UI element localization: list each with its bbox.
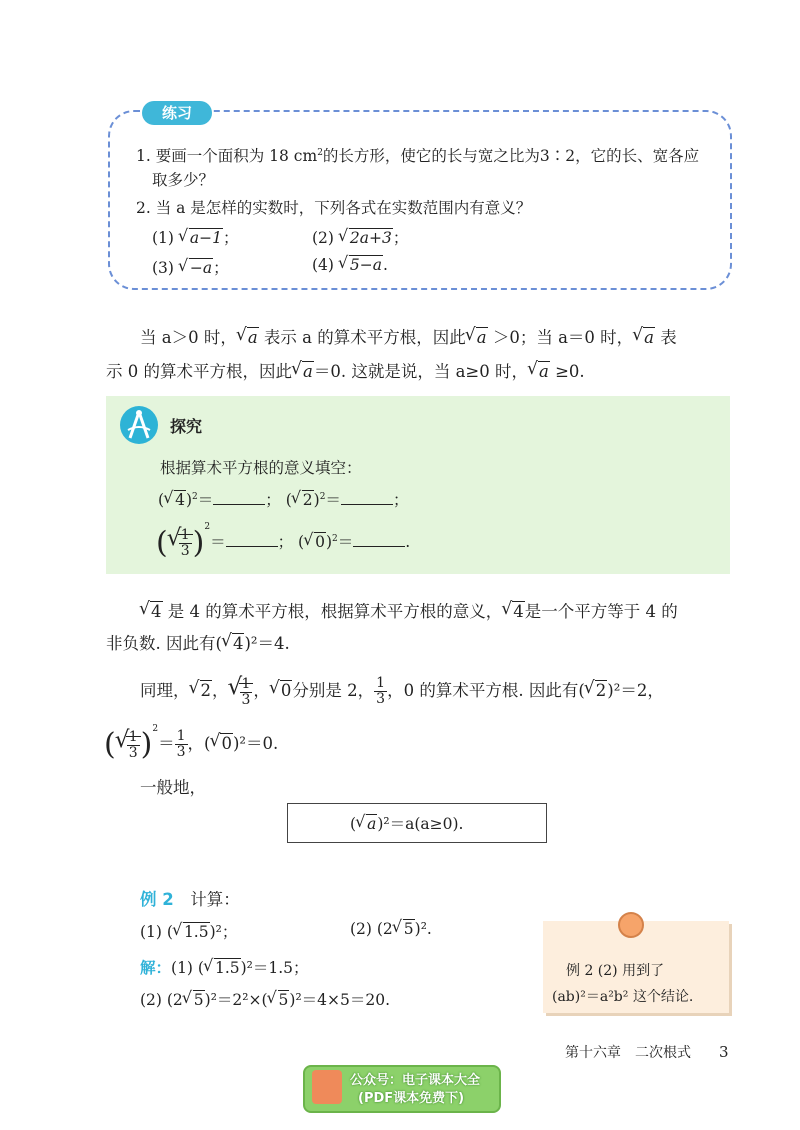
example-solution-2: (2) (2√ 5)²＝2²×(√ 5)²＝4×5＝20. xyxy=(140,988,390,1010)
note-line1: 例 2 (2) 用到了 xyxy=(566,963,665,979)
para2-line2: 非负数. 因此有(√ 4)²＝4. xyxy=(106,630,290,654)
practice-item-2: (2) √ 2a+3； xyxy=(312,226,408,248)
practice-q2: 2. 当 a 是怎样的实数时，下列各式在实数范围内有意义？ xyxy=(136,199,532,217)
banner-line2: (PDF课本免费下) xyxy=(358,1091,465,1106)
page-number: 3 xyxy=(719,1043,729,1061)
para3-line2: ( √ $\frac{1}{3}$ )$^2$＝ $\frac{1}{3}$ ，(√ 0)²＝0. xyxy=(104,724,278,762)
page-footer: 第十六章 二次根式 3 xyxy=(565,1043,729,1061)
formula: (√ a)²＝a(a≥0). xyxy=(350,812,463,834)
banner-line1: 公众号：电子课本大全 xyxy=(350,1073,481,1088)
note-line2: (ab)²＝a²b² 这个结论. xyxy=(552,989,694,1005)
practice-q1-line1: 1. 要画一个面积为 18 $cm^2$的长方形，使它的长与宽之比为3∶2，它的长、宽各应 xyxy=(136,147,700,165)
example-heading: 例 2 计算： xyxy=(140,890,240,909)
pin-icon xyxy=(618,912,644,938)
book-icon xyxy=(312,1070,342,1104)
example-problem-1: (1) (√ 1.5)²； xyxy=(140,920,237,942)
explore-row1: (√ 4)$^2$＝ ； (√ 2)$^2$＝ ； xyxy=(158,488,408,510)
practice-item-1: (1) √ a−1； xyxy=(152,226,239,248)
practice-item-4: (4) √ 5−a. xyxy=(312,256,388,274)
practice-tag: 练习 xyxy=(142,101,212,125)
explore-row2: ( √ $\frac{1}{3}$ )$^2$＝ ； (√ 0)$^2$＝ . xyxy=(156,522,410,561)
para4: 一般地， xyxy=(140,778,206,797)
solution-label: 解： xyxy=(140,959,172,977)
compass-icon xyxy=(120,406,158,444)
para1-line1: 当 a＞0 时，√ a 表示 a 的算术平方根，因此√ a ＞0；当 a＝0 时，√ a 表 xyxy=(140,324,677,348)
example-problem-2: (2) (2√ 5)². xyxy=(350,920,432,938)
example-solution-1: 解：(1) (√ 1.5)²＝1.5； xyxy=(140,956,309,978)
para2-line1: √ 4 是 4 的算术平方根，根据算术平方根的意义，√ 4是一个平方等于 4 的 xyxy=(140,598,678,622)
explore-title: 探究 xyxy=(170,417,203,436)
example-label: 例 2 xyxy=(140,890,174,909)
explore-intro: 根据算术平方根的意义填空： xyxy=(160,459,362,477)
para3-line1: 同理，√ 2， √ $\frac{1}{3}$ ，√ 0分别是 2， $\frac{1}{3}$ ，0 的算术平方根. 因此有(√ 2)²＝2， xyxy=(140,676,664,708)
para1-line2: 示 0 的算术平方根，因此√ a＝0. 这就是说，当 a≥0 时，√ a ≥0. xyxy=(106,358,585,382)
practice-item-3: (3) √ −a； xyxy=(152,256,229,278)
practice-q1-line2: 取多少？ xyxy=(152,171,215,189)
